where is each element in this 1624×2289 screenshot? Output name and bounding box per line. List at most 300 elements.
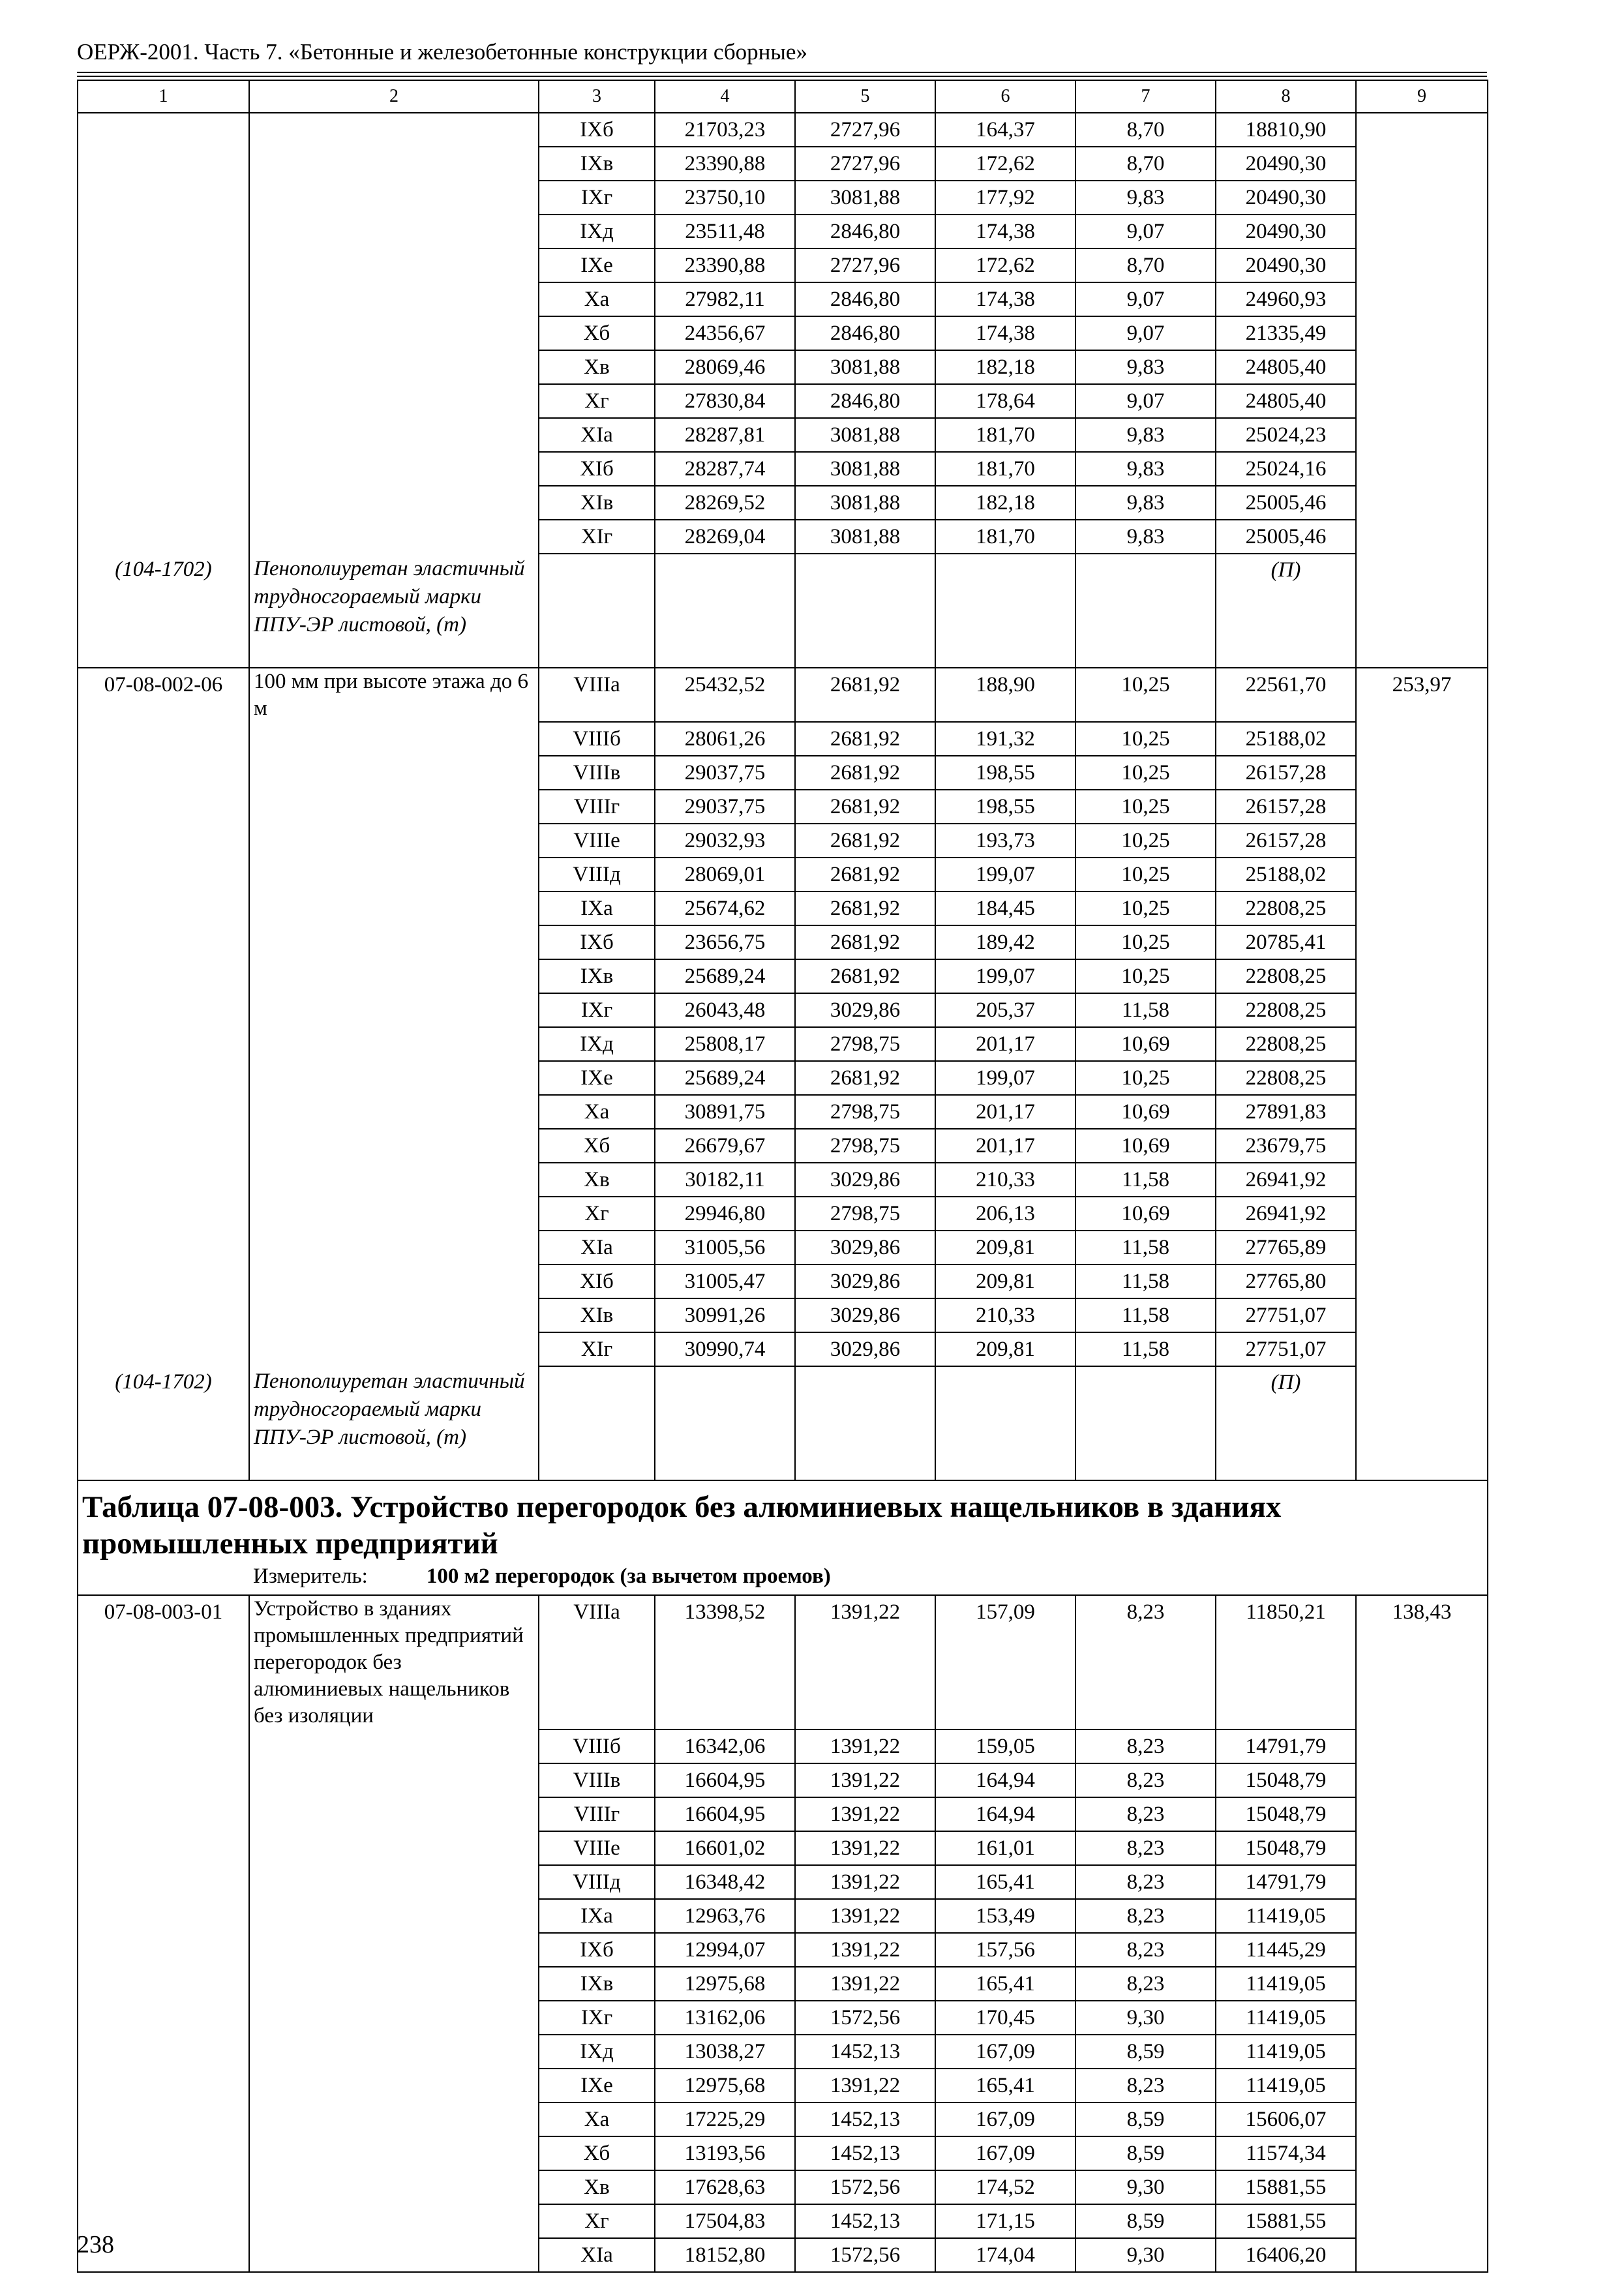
code-cell	[78, 1729, 249, 1763]
value-cell: 210,33	[935, 1163, 1075, 1197]
value-cell: 12975,68	[655, 1967, 795, 2001]
value-cell: 12963,76	[655, 1899, 795, 1933]
value-cell: 2846,80	[795, 316, 935, 350]
value-cell: 3029,86	[795, 1298, 935, 1332]
value-cell: 27751,07	[1216, 1298, 1356, 1332]
code-cell	[78, 1933, 249, 1967]
table-row	[78, 1831, 1488, 1865]
value-cell: 8,23	[1075, 2069, 1216, 2102]
value-cell: 199,07	[935, 1061, 1075, 1095]
value-cell: 8,23	[1075, 1729, 1216, 1763]
value-cell: 178,64	[935, 384, 1075, 418]
value-cell: Xа	[539, 1095, 655, 1129]
value-cell: 11445,29	[1216, 1933, 1356, 1967]
table-row	[78, 248, 1488, 282]
value-cell: 189,42	[935, 925, 1075, 959]
value-cell: 2727,96	[795, 248, 935, 282]
value-cell: 1391,22	[795, 1899, 935, 1933]
column-number: 5	[795, 80, 935, 113]
value-cell: 9,83	[1075, 486, 1216, 520]
value-cell: 8,59	[1075, 2035, 1216, 2069]
value-cell: 8,23	[1075, 1933, 1216, 1967]
table-row	[78, 668, 1488, 722]
value-cell: 23750,10	[655, 181, 795, 215]
col9-cell	[1356, 756, 1488, 790]
table-row	[78, 2204, 1488, 2238]
table-row	[78, 384, 1488, 418]
value-cell: 26679,67	[655, 1129, 795, 1163]
col9-cell	[1356, 2204, 1488, 2238]
value-cell: 10,25	[1075, 891, 1216, 925]
table-row	[78, 1933, 1488, 1967]
column-number: 4	[655, 80, 795, 113]
col9-cell	[1356, 1163, 1488, 1197]
value-cell: 1391,22	[795, 1729, 935, 1763]
value-cell: 14791,79	[1216, 1865, 1356, 1899]
col9-cell	[1356, 2069, 1488, 2102]
table-row	[78, 486, 1488, 520]
value-cell: 11850,21	[1216, 1595, 1356, 1729]
table-row	[78, 452, 1488, 486]
description-cell	[249, 858, 539, 891]
value-cell: 25024,23	[1216, 418, 1356, 452]
value-cell: 29037,75	[655, 756, 795, 790]
value-cell: 2846,80	[795, 215, 935, 248]
code-cell	[78, 1231, 249, 1264]
col9-cell: 138,43	[1356, 1595, 1488, 1729]
value-cell: 184,45	[935, 891, 1075, 925]
value-cell: 21703,23	[655, 113, 795, 147]
value-cell: XIа	[539, 1231, 655, 1264]
value-cell: XIа	[539, 418, 655, 452]
table-row	[78, 1129, 1488, 1163]
value-cell: 25808,17	[655, 1027, 795, 1061]
code-cell: 07-08-003-01	[78, 1595, 249, 1729]
value-cell: 15048,79	[1216, 1831, 1356, 1865]
value-cell: 10,25	[1075, 959, 1216, 993]
value-cell: 27830,84	[655, 384, 795, 418]
value-cell: 22808,25	[1216, 1027, 1356, 1061]
value-cell: 205,37	[935, 993, 1075, 1027]
value-cell: Xб	[539, 2136, 655, 2170]
col9-cell	[1356, 1095, 1488, 1129]
value-cell: 10,69	[1075, 1129, 1216, 1163]
meter-value: 100 м2 перегородок (за вычетом проемов)	[426, 1564, 831, 1588]
meter-cell	[78, 1562, 1488, 1595]
col9-cell	[1356, 1231, 1488, 1264]
col9-cell	[1356, 1797, 1488, 1831]
table-row	[78, 1967, 1488, 2001]
value-cell: 3081,88	[795, 181, 935, 215]
value-cell: 3029,86	[795, 993, 935, 1027]
description-cell	[249, 113, 539, 147]
value-cell: 26157,28	[1216, 790, 1356, 824]
value-cell: 11,58	[1075, 1298, 1216, 1332]
value-cell: 22808,25	[1216, 891, 1356, 925]
code-cell	[78, 2170, 249, 2204]
value-cell: 10,69	[1075, 1027, 1216, 1061]
col9-cell	[1356, 1061, 1488, 1095]
value-cell: 10,25	[1075, 722, 1216, 756]
description-cell	[249, 993, 539, 1027]
col9-cell	[1356, 1763, 1488, 1797]
value-cell: 20785,41	[1216, 925, 1356, 959]
value-cell: 174,38	[935, 282, 1075, 316]
value-cell: 16604,95	[655, 1797, 795, 1831]
value-cell: 174,04	[935, 2238, 1075, 2272]
table-row	[78, 756, 1488, 790]
col9-cell	[1356, 147, 1488, 181]
value-cell: 1391,22	[795, 1933, 935, 1967]
value-cell: 201,17	[935, 1129, 1075, 1163]
value-cell: 181,70	[935, 418, 1075, 452]
table-row	[78, 282, 1488, 316]
value-cell: 10,25	[1075, 790, 1216, 824]
code-cell	[78, 113, 249, 147]
table-row	[78, 1231, 1488, 1264]
column-number: 9	[1356, 80, 1488, 113]
value-cell: 16342,06	[655, 1729, 795, 1763]
table-row	[78, 722, 1488, 756]
value-cell: Xг	[539, 1197, 655, 1231]
value-cell: 164,94	[935, 1797, 1075, 1831]
column-number: 1	[78, 80, 249, 113]
value-cell: 9,07	[1075, 384, 1216, 418]
table-row	[78, 824, 1488, 858]
code-cell	[78, 248, 249, 282]
value-cell: 157,09	[935, 1595, 1075, 1729]
code-cell	[78, 452, 249, 486]
value-cell: 1391,22	[795, 1967, 935, 2001]
value-cell: 10,25	[1075, 1061, 1216, 1095]
value-cell: 30891,75	[655, 1095, 795, 1129]
code-cell	[78, 925, 249, 959]
value-cell: 25005,46	[1216, 486, 1356, 520]
table-row	[78, 1197, 1488, 1231]
value-cell: 182,18	[935, 350, 1075, 384]
value-cell: 9,30	[1075, 2170, 1216, 2204]
table-row	[78, 1797, 1488, 1831]
value-cell: 11419,05	[1216, 2001, 1356, 2035]
value-cell: 2681,92	[795, 722, 935, 756]
table-row	[78, 858, 1488, 891]
description-cell	[249, 891, 539, 925]
value-cell: 12994,07	[655, 1933, 795, 1967]
value-cell: Xа	[539, 2102, 655, 2136]
value-cell: VIIIб	[539, 1729, 655, 1763]
value-cell: 22808,25	[1216, 993, 1356, 1027]
description-cell	[249, 2035, 539, 2069]
value-cell: 1452,13	[795, 2204, 935, 2238]
col9-cell	[1356, 350, 1488, 384]
code-cell	[78, 215, 249, 248]
description-cell	[249, 756, 539, 790]
value-cell: 11,58	[1075, 1163, 1216, 1197]
value-cell: IXа	[539, 891, 655, 925]
code-cell	[78, 1264, 249, 1298]
value-cell: 13038,27	[655, 2035, 795, 2069]
table-row	[78, 1332, 1488, 1366]
description-cell	[249, 2204, 539, 2238]
value-cell: 15048,79	[1216, 1763, 1356, 1797]
value-cell: 188,90	[935, 668, 1075, 722]
col9-cell	[1356, 722, 1488, 756]
value-cell: 191,32	[935, 722, 1075, 756]
value-cell: XIг	[539, 520, 655, 554]
value-cell: 26941,92	[1216, 1197, 1356, 1231]
value-cell: 1572,56	[795, 2001, 935, 2035]
code-cell	[78, 858, 249, 891]
value-cell: 9,83	[1075, 520, 1216, 554]
value-cell: 8,23	[1075, 1763, 1216, 1797]
value-cell: 11574,34	[1216, 2136, 1356, 2170]
value-cell: 11419,05	[1216, 1967, 1356, 2001]
value-cell: 28069,46	[655, 350, 795, 384]
value-cell: 8,70	[1075, 113, 1216, 147]
value-cell: 14791,79	[1216, 1729, 1356, 1763]
code-cell	[78, 1332, 249, 1366]
col9-cell	[1356, 520, 1488, 554]
value-cell: 193,73	[935, 824, 1075, 858]
description-cell	[249, 1163, 539, 1197]
value-cell: 157,56	[935, 1933, 1075, 1967]
value-cell: 23511,48	[655, 215, 795, 248]
column-number: 8	[1216, 80, 1356, 113]
description-cell	[249, 520, 539, 554]
value-cell: XIб	[539, 452, 655, 486]
column-number-row	[78, 80, 1488, 113]
value-cell: 181,70	[935, 520, 1075, 554]
table-row	[78, 2035, 1488, 2069]
value-cell: 15048,79	[1216, 1797, 1356, 1831]
material-description: Пенополиуретан эластичный трудносгораемый марки ППУ-ЭР листовой, (т)	[249, 554, 539, 668]
description-cell	[249, 1095, 539, 1129]
value-cell: IXд	[539, 1027, 655, 1061]
value-cell: 16406,20	[1216, 2238, 1356, 2272]
description-cell	[249, 1264, 539, 1298]
value-cell: 25188,02	[1216, 858, 1356, 891]
col9-cell	[1356, 1298, 1488, 1332]
code-cell	[78, 824, 249, 858]
value-cell: 26157,28	[1216, 824, 1356, 858]
col9-cell	[1356, 1865, 1488, 1899]
col9-cell	[1356, 1967, 1488, 2001]
value-cell: 2727,96	[795, 113, 935, 147]
value-cell: 1572,56	[795, 2170, 935, 2204]
value-cell: 10,69	[1075, 1197, 1216, 1231]
value-cell: 15881,55	[1216, 2170, 1356, 2204]
value-cell: 174,52	[935, 2170, 1075, 2204]
value-cell: IXб	[539, 1933, 655, 1967]
value-cell: 22808,25	[1216, 1061, 1356, 1095]
table-row	[78, 1163, 1488, 1197]
value-cell: 23656,75	[655, 925, 795, 959]
rates-table	[77, 80, 1487, 2273]
value-cell: 181,70	[935, 452, 1075, 486]
value-cell: 2681,92	[795, 1061, 935, 1095]
value-cell: 18810,90	[1216, 113, 1356, 147]
value-cell: VIIIв	[539, 1763, 655, 1797]
value-cell: 25005,46	[1216, 520, 1356, 554]
description-cell: 100 мм при высоте этажа до 6 м	[249, 668, 539, 722]
value-cell: 198,55	[935, 790, 1075, 824]
col9-cell	[1356, 554, 1488, 668]
col9-cell	[1356, 993, 1488, 1027]
col9-cell	[1356, 2035, 1488, 2069]
table-row	[78, 993, 1488, 1027]
description-cell	[249, 147, 539, 181]
description-cell	[249, 2102, 539, 2136]
value-cell: 13193,56	[655, 2136, 795, 2170]
table-row	[78, 2170, 1488, 2204]
value-cell: 2798,75	[795, 1095, 935, 1129]
value-cell: IXе	[539, 1061, 655, 1095]
value-cell: 17225,29	[655, 2102, 795, 2136]
value-cell: 1391,22	[795, 1865, 935, 1899]
value-cell: 10,25	[1075, 756, 1216, 790]
value-cell: 198,55	[935, 756, 1075, 790]
value-cell: 20490,30	[1216, 147, 1356, 181]
header-rule	[77, 72, 1487, 73]
table-row	[78, 2102, 1488, 2136]
table-row	[78, 2001, 1488, 2035]
value-cell: 26157,28	[1216, 756, 1356, 790]
value-cell: 153,49	[935, 1899, 1075, 1933]
col9-cell	[1356, 181, 1488, 215]
value-cell: 201,17	[935, 1095, 1075, 1129]
value-cell: VIIIе	[539, 824, 655, 858]
value-cell: 27751,07	[1216, 1332, 1356, 1366]
value-cell: 30990,74	[655, 1332, 795, 1366]
code-cell	[78, 1061, 249, 1095]
code-cell	[78, 1095, 249, 1129]
value-cell: 15881,55	[1216, 2204, 1356, 2238]
code-cell	[78, 1865, 249, 1899]
col9-cell	[1356, 486, 1488, 520]
table-row	[78, 1763, 1488, 1797]
value-cell: 209,81	[935, 1332, 1075, 1366]
description-cell	[249, 1197, 539, 1231]
column-number: 3	[539, 80, 655, 113]
value-cell: VIIIд	[539, 1865, 655, 1899]
value-cell: IXд	[539, 215, 655, 248]
value-cell: 23390,88	[655, 147, 795, 181]
col9-cell	[1356, 418, 1488, 452]
col9-cell	[1356, 215, 1488, 248]
value-cell: Xг	[539, 2204, 655, 2238]
value-cell: IXе	[539, 2069, 655, 2102]
table-row	[78, 147, 1488, 181]
value-cell: 17628,63	[655, 2170, 795, 2204]
value-cell: 8,23	[1075, 1831, 1216, 1865]
value-cell: 30182,11	[655, 1163, 795, 1197]
value-cell: 174,38	[935, 215, 1075, 248]
value-cell: 23390,88	[655, 248, 795, 282]
value-cell: VIIIд	[539, 858, 655, 891]
value-cell: 27982,11	[655, 282, 795, 316]
col9-cell	[1356, 2102, 1488, 2136]
table-row	[78, 1899, 1488, 1933]
value-cell: 13398,52	[655, 1595, 795, 1729]
value-cell: 28287,81	[655, 418, 795, 452]
value-cell: 16348,42	[655, 1865, 795, 1899]
description-cell	[249, 384, 539, 418]
empty-cell	[539, 554, 655, 668]
description-cell	[249, 418, 539, 452]
column-number: 2	[249, 80, 539, 113]
value-cell: VIIIе	[539, 1831, 655, 1865]
value-cell: 8,59	[1075, 2136, 1216, 2170]
value-cell: 8,23	[1075, 1865, 1216, 1899]
value-cell: 2798,75	[795, 1129, 935, 1163]
value-cell: 10,69	[1075, 1095, 1216, 1129]
value-cell: 206,13	[935, 1197, 1075, 1231]
value-cell: 159,05	[935, 1729, 1075, 1763]
col9-cell	[1356, 282, 1488, 316]
code-cell	[78, 1298, 249, 1332]
material-code: (104-1702)	[78, 1366, 249, 1480]
description-cell	[249, 1298, 539, 1332]
empty-cell	[1075, 554, 1216, 668]
value-cell: 12975,68	[655, 2069, 795, 2102]
table-row	[78, 2238, 1488, 2272]
code-cell	[78, 1831, 249, 1865]
meter-row	[78, 1562, 1488, 1595]
description-cell	[249, 1899, 539, 1933]
code-cell	[78, 2069, 249, 2102]
value-cell: 21335,49	[1216, 316, 1356, 350]
col9-cell	[1356, 959, 1488, 993]
description-cell	[249, 248, 539, 282]
col9-cell	[1356, 1899, 1488, 1933]
value-cell: 10,25	[1075, 668, 1216, 722]
value-cell: IXв	[539, 959, 655, 993]
value-cell: 8,23	[1075, 1967, 1216, 2001]
col9-cell	[1356, 2001, 1488, 2035]
table-row	[78, 1061, 1488, 1095]
value-cell: 3081,88	[795, 486, 935, 520]
value-cell: Xа	[539, 282, 655, 316]
value-cell: 1452,13	[795, 2102, 935, 2136]
code-cell	[78, 790, 249, 824]
value-cell: 3029,86	[795, 1332, 935, 1366]
value-cell: 209,81	[935, 1231, 1075, 1264]
value-cell: 2681,92	[795, 824, 935, 858]
value-cell: 2681,92	[795, 858, 935, 891]
value-cell: 9,07	[1075, 282, 1216, 316]
value-cell: Xб	[539, 316, 655, 350]
value-cell: 1391,22	[795, 1831, 935, 1865]
value-cell: 9,07	[1075, 215, 1216, 248]
col9-cell	[1356, 1729, 1488, 1763]
value-cell: VIIIа	[539, 668, 655, 722]
col9-cell	[1356, 2170, 1488, 2204]
value-cell: 8,70	[1075, 248, 1216, 282]
col9-cell	[1356, 1264, 1488, 1298]
value-cell: 16604,95	[655, 1763, 795, 1797]
empty-cell	[655, 1366, 795, 1480]
value-cell: 11,58	[1075, 1264, 1216, 1298]
value-cell: XIа	[539, 2238, 655, 2272]
table-row	[78, 316, 1488, 350]
description-cell	[249, 824, 539, 858]
value-cell: 20490,30	[1216, 181, 1356, 215]
code-cell	[78, 1797, 249, 1831]
description-cell	[249, 2069, 539, 2102]
value-cell: 28069,01	[655, 858, 795, 891]
value-cell: 1391,22	[795, 2069, 935, 2102]
table-row	[78, 1264, 1488, 1298]
